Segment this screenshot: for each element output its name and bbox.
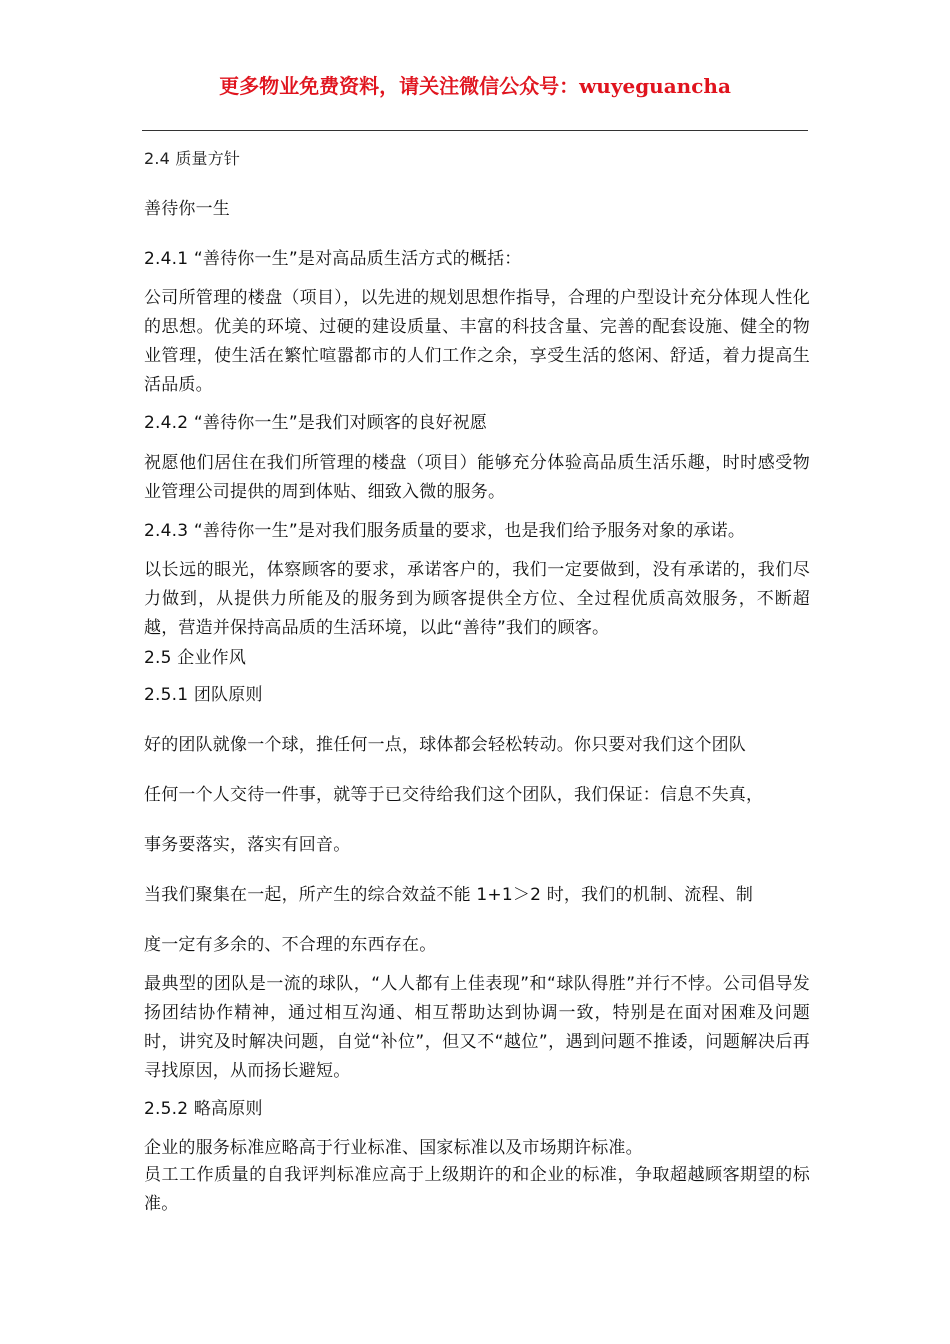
header-divider bbox=[142, 130, 808, 131]
heading-2-4-1: 2.4.1 “善待你一生”是对高品质生活方式的概括： bbox=[144, 249, 522, 269]
paragraph-2-5-2-line2: 员工工作质量的自我评判标准应高于上级期许的和企业的标准，争取超越顾客期望的标准。 bbox=[144, 1165, 810, 1214]
paragraph-2-5-1-line3: 事务要落实，落实有回音。 bbox=[144, 835, 351, 855]
paragraph-2-5-1-line4: 当我们聚集在一起，所产生的综合效益不能 1+1＞2 时，我们的机制、流程、制 bbox=[144, 885, 754, 905]
paragraph-2-5-1-team: 最典型的团队是一流的球队，“人人都有上佳表现”和“球队得胜”并行不悖。公司倡导发扬团结协作精神，通过相互沟通、相互帮助达到协调一致，特别是在面对困难及问题时，讲究及时解决问题，自觉“补位”，但又不“越位”，遇到问题不推诿，问题解决后再寻找原因，从而扬长避短。 bbox=[144, 974, 810, 1081]
quality-motto: 善待你一生 bbox=[144, 199, 230, 219]
wechat-promo-banner: 更多物业免费资料，请关注微信公众号：wuyeguancha bbox=[219, 74, 731, 98]
heading-2-4-3: 2.4.3 “善待你一生”是对我们服务质量的要求，也是我们给予服务对象的承诺。 bbox=[144, 521, 746, 541]
paragraph-2-5-1-line2: 任何一个人交待一件事，就等于已交待给我们这个团队，我们保证：信息不失真， bbox=[144, 785, 764, 805]
paragraph-2-5-2-line1: 企业的服务标准应略高于行业标准、国家标准以及市场期许标准。 bbox=[144, 1138, 643, 1158]
heading-2-4-2: 2.4.2 “善待你一生”是我们对顾客的良好祝愿 bbox=[144, 413, 488, 433]
paragraph-2-4-1: 公司所管理的楼盘（项目），以先进的规划思想作指导，合理的户型设计充分体现人性化的思想。优美的环境、过硬的建设质量、丰富的科技含量、完善的配套设施、健全的物业管理，使生活在繁忙喧嚣都市的人们工作之余，享受生活的悠闲、舒适，着力提高生活品质。 bbox=[144, 288, 810, 395]
paragraph-2-5-1-line5: 度一定有多余的、不合理的东西存在。 bbox=[144, 935, 437, 955]
paragraph-2-4-3: 以长远的眼光，体察顾客的要求，承诺客户的，我们一定要做到，没有承诺的，我们尽力做到，从提供力所能及的服务到为顾客提供全方位、全过程优质高效服务，不断超越，营造并保持高品质的生活环境，以此“善待”我们的顾客。 bbox=[144, 560, 810, 638]
paragraph-2-5-1-line1: 好的团队就像一个球，推任何一点，球体都会轻松转动。你只要对我们这个团队 bbox=[144, 735, 746, 755]
heading-2-4: 2.4 质量方针 bbox=[144, 149, 241, 168]
heading-2-5-1: 2.5.1 团队原则 bbox=[144, 685, 263, 705]
heading-2-5-2: 2.5.2 略高原则 bbox=[144, 1099, 263, 1119]
paragraph-2-4-2: 祝愿他们居住在我们所管理的楼盘（项目）能够充分体验高品质生活乐趣，时时感受物业管理公司提供的周到体贴、细致入微的服务。 bbox=[144, 453, 810, 502]
heading-2-5: 2.5 企业作风 bbox=[144, 648, 247, 668]
